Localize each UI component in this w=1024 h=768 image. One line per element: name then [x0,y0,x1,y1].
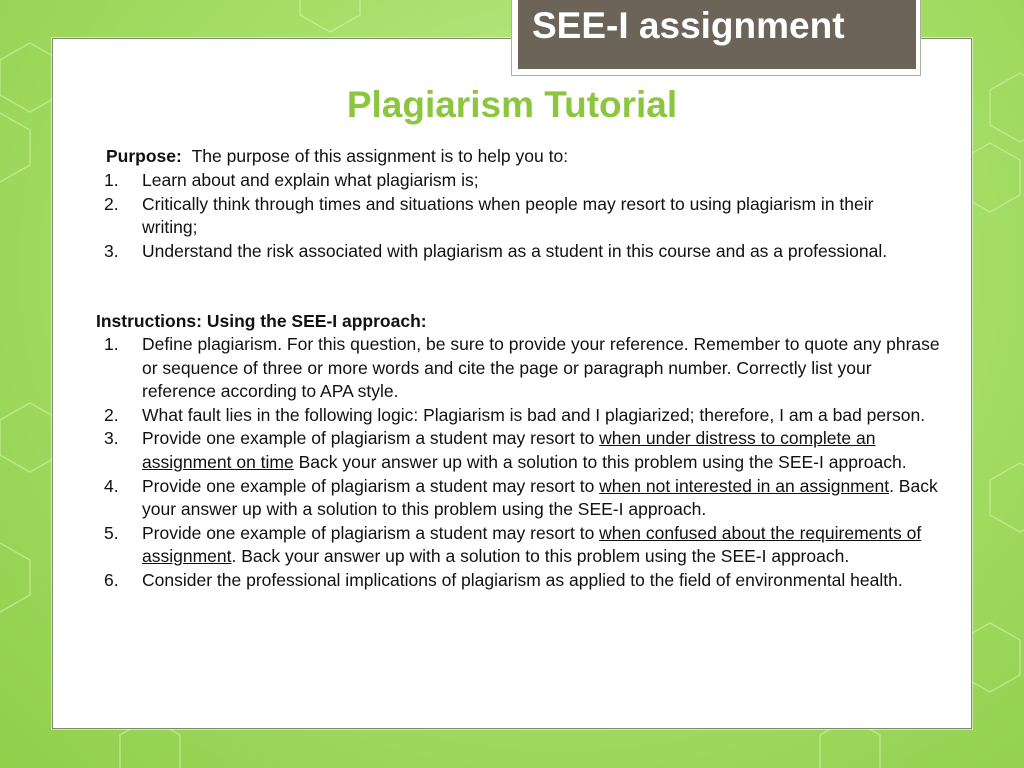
list-text-underlined: when not interested in an assignment [599,475,890,496]
list-text-before: Provide one example of plagiarism a student may resort to [142,428,600,449]
list-number: 3. [104,428,119,449]
list-text: Understand the risk associated with plagiarism as a student in this course and as a professional. [142,240,888,261]
list-item [104,333,944,404]
list-number: 1. [104,170,119,190]
purpose-list [104,169,894,263]
list-text-underlined: when confused about the requirements of assignment [142,522,922,567]
list-item [104,475,944,522]
list-text-after: . Back your answer up with a solution to this problem using the SEE-I approach. [142,475,938,520]
list-text: Critically think through times and situations when people may resort to using plagiarism in their writing; [142,193,874,238]
list-item [104,193,894,240]
instructions-list [104,333,944,593]
list-text: Learn about and explain what plagiarism is; [142,170,479,190]
page-heading: Plagiarism Tutorial [346,84,678,125]
purpose-line [106,145,568,169]
list-item [104,240,894,264]
list-number: 1. [104,334,119,354]
list-item [104,169,894,193]
purpose-label: Purpose: [106,146,182,166]
list-number: 3. [104,240,119,261]
list-text-after: . Back your answer up with a solution to this problem using the SEE-I approach. [231,546,850,567]
list-text: Consider the professional implications of plagiarism as applied to the field of environmental health. [142,569,903,590]
list-number: 6. [104,569,119,590]
list-number: 2. [104,193,119,214]
list-number: 2. [104,404,119,425]
list-text-before: Provide one example of plagiarism a student may resort to [142,522,600,543]
list-item [104,569,944,593]
list-item [104,404,944,428]
list-number: 5. [104,522,119,543]
list-text-before: Provide one example of plagiarism a student may resort to [142,475,600,496]
slide-title: SEE-I assignment [532,5,845,46]
list-number: 4. [104,475,119,496]
list-text: What fault lies in the following logic: Plagiarism is bad and I plagiarized; therefore, I am a bad person. [142,404,926,425]
instructions-label: Instructions: Using the SEE-I approach: [96,311,427,331]
list-item [104,522,944,569]
purpose-intro: The purpose of this assignment is to help you to: [191,146,569,166]
list-text-after: Back your answer up with a solution to this problem using the SEE-I approach. [293,451,907,472]
list-text-underlined: when under distress to complete an assignment on time [142,428,876,472]
list-text: Define plagiarism. For this question, be sure to provide your reference. Remember to quote any phrase or sequence of three or more words and cite the page or paragraph number. Correctly list your reference according to APA style. [142,334,940,402]
list-item [104,427,944,474]
